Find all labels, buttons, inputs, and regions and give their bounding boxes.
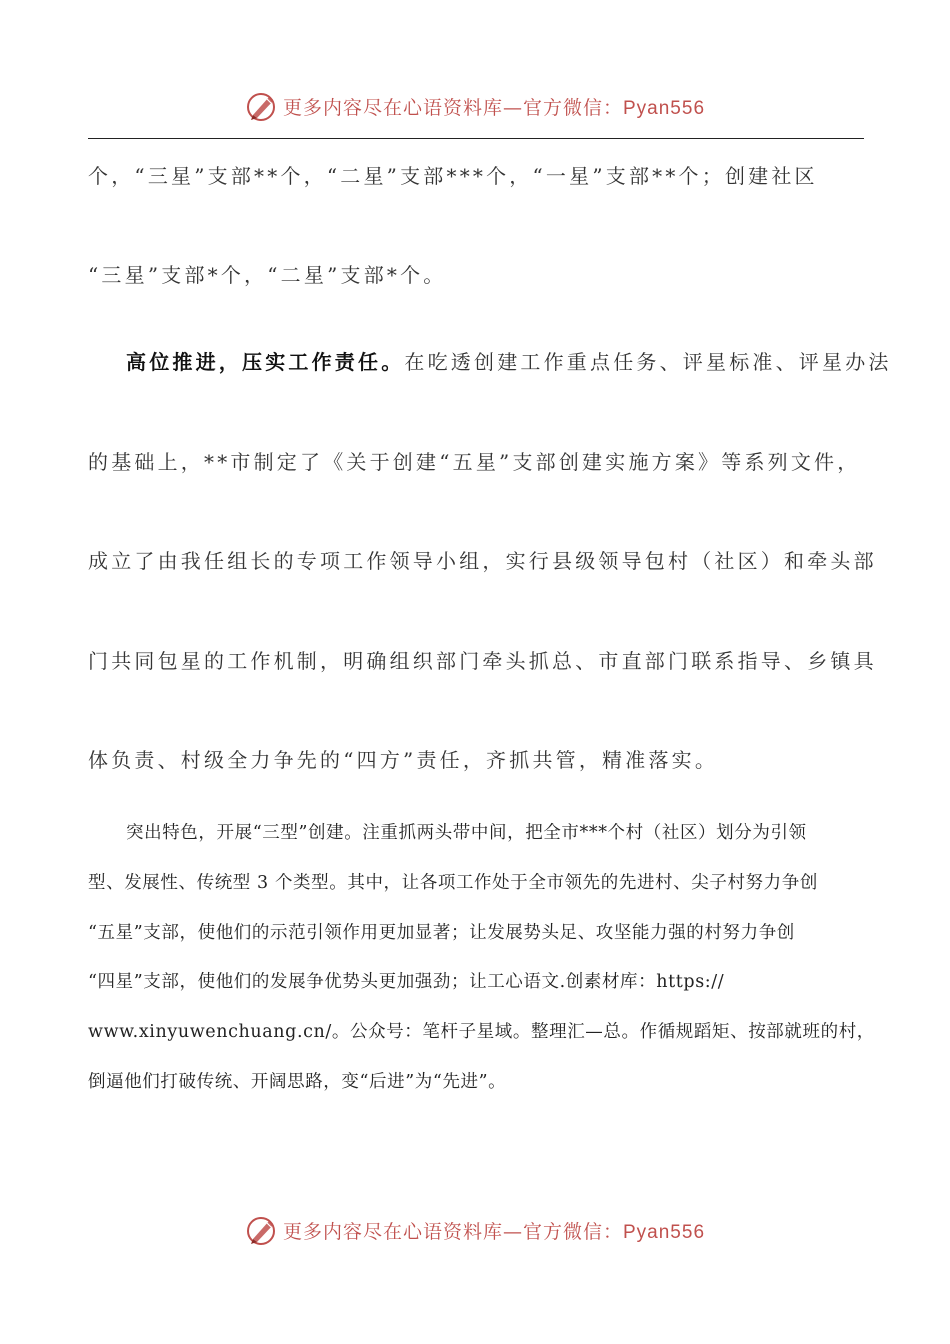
header-divider [88,138,864,139]
body-line-7: 体负责、村级全力争先的“四方”责任，齐抓共管，精准落实。 [88,748,719,772]
pen-logo-icon [245,1213,279,1247]
header-wechat: Pyan556 [623,97,706,119]
body-line-3 [126,346,892,375]
footer-text [283,1217,705,1244]
para2-line-5: www.xinyuwenchuang.cn/。公众号：笔杆子星域。整理汇—总。作循规蹈矩、按部就班的村， [88,1022,875,1042]
body-line-4: 的基础上，**市制定了《关于创建“五星”支部创建实施方案》等系列文件， [88,450,861,474]
body-line-1: 个，“三星”支部**个，“二星”支部***个，“一星”支部**个；创建社区 [88,164,818,188]
para2-line-4: “四星”支部，使他们的发展争优势头更加强劲；让工心语文.创素材库：https:// [88,972,725,992]
footer-wechat: Pyan556 [623,1221,706,1243]
para2-line-3: “五星”支部，使他们的示范引领作用更加显著；让发展势头足、攻坚能力强的村努力争创 [88,923,795,943]
paragraph-heading: 高位推进，压实工作责任。 [126,350,405,374]
body-line-2: “三星”支部*个，“二星”支部*个。 [88,263,447,287]
body-line-3-text: 在吃透创建工作重点任务、评星标准、评星办法 [404,350,892,374]
para2-line-6: 倒逼他们打破传统、开阔思路，变“后进”为“先进”。 [88,1072,507,1092]
body-line-5: 成立了由我任组长的专项工作领导小组，实行县级领导包村（社区）和牵头部 [88,549,877,573]
pen-logo-icon [245,89,279,123]
footer-label: 更多内容尽在心语资料库—官方微信： [282,1220,623,1243]
header-banner [0,84,950,128]
header-label: 更多内容尽在心语资料库—官方微信： [282,96,623,119]
header-text [283,93,705,120]
para2-line-1: 突出特色，开展“三型”创建。注重抓两头带中间，把全市***个村（社区）划分为引领 [126,823,807,843]
footer-banner [0,1208,950,1252]
para2-line-2: 型、发展性、传统型 3 个类型。其中，让各项工作处于全市领先的先进村、尖子村努力争创 [88,873,818,893]
body-line-6: 门共同包星的工作机制，明确组织部门牵头抓总、市直部门联系指导、乡镇具 [88,649,877,673]
